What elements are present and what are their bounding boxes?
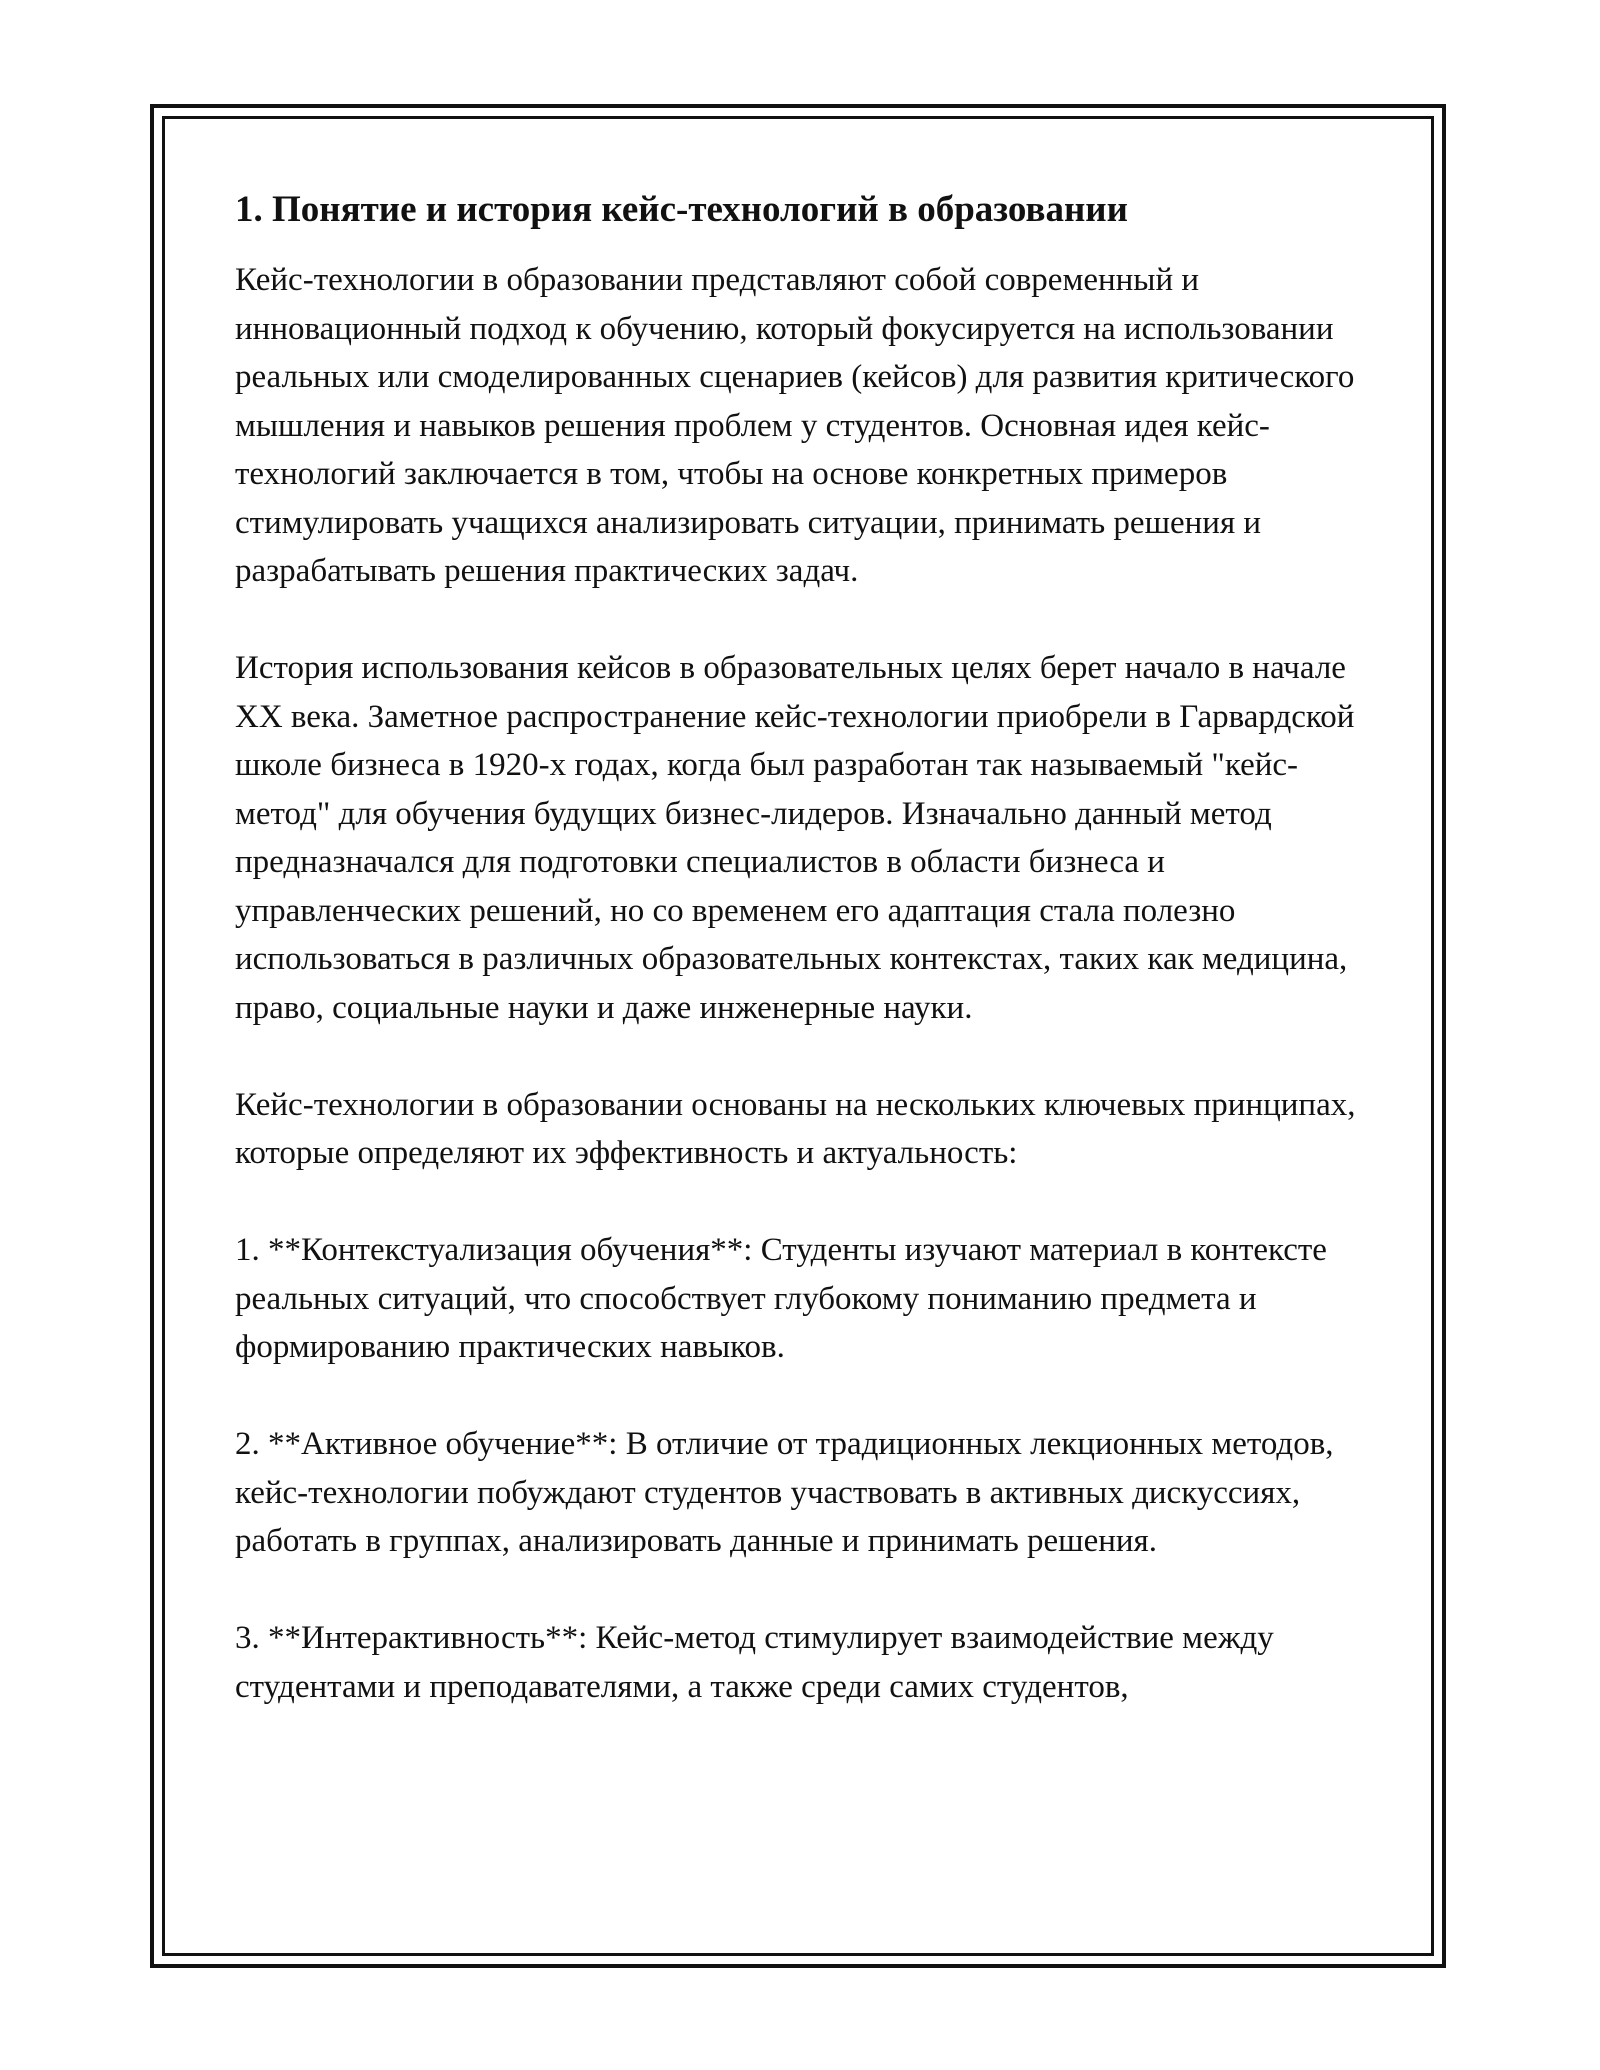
paragraph-principles-intro: Кейс-технологии в образовании основаны на нескольких ключевых принципах, которые определяют их эффективность и актуальность: bbox=[235, 1086, 1356, 1171]
list-item-contextualization: 1. **Контекстуализация обучения**: Студенты изучают материал в контексте реальных ситуаций, что способствует глубокому пониманию предмета и формированию практических навыков. bbox=[235, 1232, 1327, 1365]
document-body bbox=[235, 186, 1375, 1711]
paragraph-intro: Кейс-технологии в образовании представляют собой современный и инновационный подход к обучению, который фокусируется на использовании реальных или смоделированных сценариев (кейсов) для развития критического мышления и навыков решения проблем у студентов. Основная идея кейс-технологий заключается в том, чтобы на основе конкретных примеров стимулировать учащихся анализировать ситуации, принимать решения и разрабатывать решения практических задач. bbox=[235, 262, 1355, 589]
list-item-interactivity: 3. **Интерактивность**: Кейс-метод стимулирует взаимодействие между студентами и преподавателями, а также среди самих студентов, bbox=[235, 1620, 1274, 1705]
section-heading: 1. Понятие и история кейс-технологий в образовании bbox=[235, 189, 1128, 230]
list-item-active-learning: 2. **Активное обучение**: В отличие от традиционных лекционных методов, кейс-технологии побуждают студентов участвовать в активных дискуссиях, работать в группах, анализировать данные и принимать решения. bbox=[235, 1426, 1334, 1559]
paragraph-history: История использования кейсов в образовательных целях берет начало в начале XX века. Заметное распространение кейс-технологии приобрели в Гарвардской школе бизнеса в 1920-х годах, когда был разработан так называемый "кейс-метод" для обучения будущих бизнес-лидеров. Изначально данный метод предназначался для подготовки специалистов в области бизнеса и управленческих решений, но со временем его адаптация стала полезно использоваться в различных образовательных контекстах, таких как медицина, право, социальные науки и даже инженерные науки. bbox=[235, 650, 1355, 1026]
